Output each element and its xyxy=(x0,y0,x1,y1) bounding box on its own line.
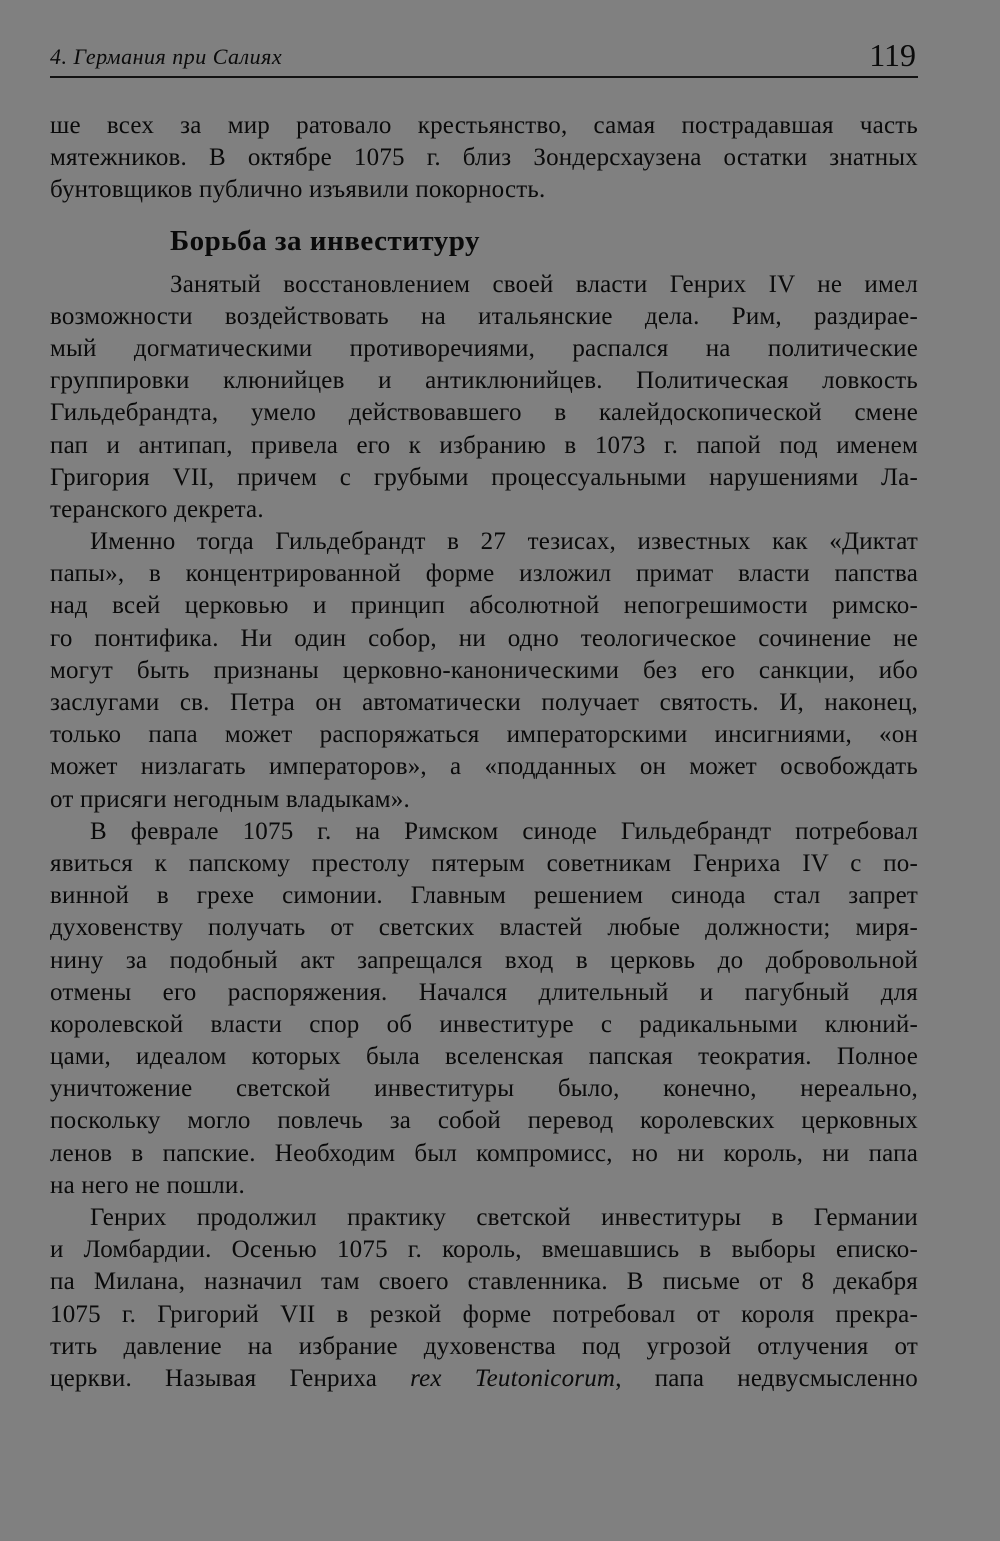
text-line: Гильдебрандта, умело действовавшего в калейдоскопической смене xyxy=(50,399,918,427)
text-line: может низлагать императоров», а «подданных он может освобождать xyxy=(50,753,918,781)
text-line: го понтифика. Ни один собор, ни одно теологическое сочинение не xyxy=(50,624,918,652)
text-line: от присяги негодным владыкам». xyxy=(50,785,410,813)
text-line: мый догматическими противоречиями, распался на политические xyxy=(50,334,918,362)
text-line: тить давление на избрание духовенства под угрозой отлучения от xyxy=(50,1332,918,1360)
text-line: нину за подобный акт запрещался вход в церковь до добровольной xyxy=(50,946,918,974)
text-line xyxy=(50,1363,918,1395)
text-line: группировки клюнийцев и антиклюнийцев. Политическая ловкость xyxy=(50,367,918,395)
paragraph xyxy=(50,110,918,207)
text-line: цами, идеалом которых была вселенская папская теократия. Полное xyxy=(50,1043,918,1071)
text-line: винной в грехе симонии. Главным решением синода стал запрет xyxy=(50,882,918,910)
text-line: заслугами св. Петра он автоматически получает святость. И, наконец, xyxy=(50,689,918,716)
text-line: бунтовщиков публично изъявили покорность. xyxy=(50,176,546,204)
text-line: только папа может распоряжаться императорскими инсигниями, «он xyxy=(50,721,918,749)
text-line: духовенству получать от светских властей любые должности; миря- xyxy=(50,914,918,942)
text-line: мятежников. В октябре 1075 г. близ Зондерсхаузена остатки знатных xyxy=(50,144,918,172)
text-line: 1075 г. Григорий VII в резкой форме потребовал от короля прекра- xyxy=(50,1300,918,1328)
text-line: Генрих продолжил практику светской инвеституры в Германии xyxy=(90,1204,918,1231)
text-line: поскольку могло повлечь за собой перевод королевских церковных xyxy=(50,1107,918,1135)
paragraph xyxy=(50,269,918,527)
text-line: королевской власти спор об инвеституре с радикальными клюний- xyxy=(50,1010,918,1038)
text-line: явиться к папскому престолу пятерым советникам Генриха IV с по- xyxy=(50,849,918,877)
text-line: Именно тогда Гильдебрандт в 27 тезисах, известных как «Диктат xyxy=(90,528,918,556)
text-line: пап и антипап, привела его к избранию в 1073 г. папой под именем xyxy=(50,431,918,459)
paragraph xyxy=(50,526,918,816)
text-line: папы», в концентрированной форме изложил примат власти папства xyxy=(50,560,918,588)
text-line: Григория VII, причем с грубыми процессуальными нарушениями Ла- xyxy=(50,463,918,491)
text-line: возможности воздействовать на итальянские дела. Рим, раздирае- xyxy=(50,302,918,330)
text-line: па Милана, назначил там своего ставленника. В письме от 8 декабря xyxy=(50,1268,918,1296)
latin-title: rex Teutonicorum xyxy=(410,1364,616,1392)
text-run: церкви. Называя Генриха xyxy=(50,1364,411,1392)
text-line: на него не пошли. xyxy=(50,1171,245,1199)
text-line: над всей церковью и принцип абсолютной непогрешимости римско- xyxy=(50,592,918,620)
running-header xyxy=(50,28,918,78)
paragraph xyxy=(50,1202,918,1395)
text-line: теранского декрета. xyxy=(50,495,264,523)
text-line: отмены его распоряжения. Начался длительный и пагубный для xyxy=(50,978,918,1006)
text-line: могут быть признаны церковно-каноническими без его санкции, ибо xyxy=(50,656,918,684)
text-line: В феврале 1075 г. на Римском синоде Гильдебрандт потребовал xyxy=(90,817,918,845)
text-line: и Ломбардии. Осенью 1075 г. король, вмешавшись в выборы еписко- xyxy=(50,1236,918,1264)
section-heading: Борьба за инвеституру xyxy=(170,224,481,257)
text-run: , папа недвусмысленно xyxy=(615,1364,919,1392)
paragraph xyxy=(50,816,918,1202)
body-text xyxy=(50,110,918,1395)
text-line: ленов в папские. Необходим был компромисс, но ни король, ни папа xyxy=(50,1139,918,1167)
running-title: 4. Германия при Салиях xyxy=(50,44,283,69)
text-line: Занятый восстановлением своей власти Генрих IV не имел xyxy=(170,270,918,298)
page-number: 119 xyxy=(869,37,916,73)
text-line: ше всех за мир ратовало крестьянство, самая пострадавшая часть xyxy=(50,112,918,139)
text-line: уничтожение светской инвеституры было, конечно, нереально, xyxy=(50,1075,918,1103)
